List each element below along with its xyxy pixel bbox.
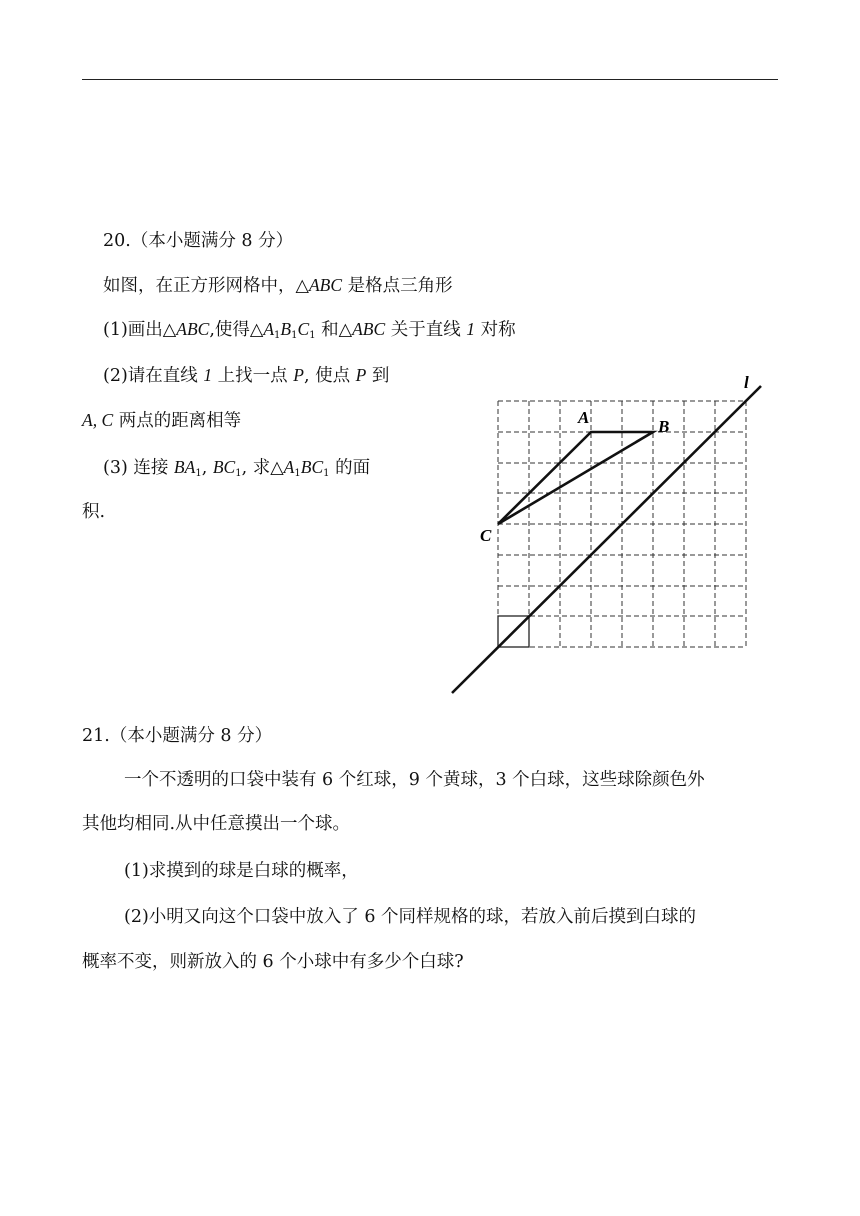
q21-part2-line1: (2)小明又向这个口袋中放入了 6 个同样规格的球，若放入前后摸到白球的 (124, 907, 697, 927)
q21-heading: 21.（本小题满分 8 分） (82, 726, 273, 746)
q21-paragraph-line2: 其他均相同.从中任意摸出一个球。 (82, 814, 351, 834)
label-l: l (744, 373, 749, 392)
label-b: B (658, 417, 670, 436)
q21-paragraph-line1: 一个不透明的口袋中装有 6 个红球，9 个黄球，3 个白球，这些球除颜色外 (124, 770, 705, 790)
q20-part2-line1: (2)请在直线 1 上找一点 P, 使点 P 到 (103, 365, 390, 386)
q20-part3-line2: 积. (82, 502, 106, 522)
label-c: C (480, 526, 492, 545)
q20-part2-line2: A, C 两点的距离相等 (82, 410, 242, 431)
q20-part1: (1)画出△ABC,使得$\triangle A_1B_1C_1$ 和△ABC 关于直线 1 对称 (103, 319, 516, 341)
q20-part3-line1: (3) 连接 $BA_1$, $BC_1$, 求$\triangle A_1BC_1$ 的面 (103, 457, 371, 479)
q21-part2-line2: 概率不变，则新放入的 6 个小球中有多少个白球? (82, 952, 464, 972)
q20-intro: 如图，在正方形网格中，△ABC 是格点三角形 (103, 275, 453, 296)
triangle-abc (498, 432, 653, 524)
label-a: A (578, 408, 590, 427)
q21-part1: (1)求摸到的球是白球的概率， (124, 861, 359, 881)
q20-heading: 20.（本小题满分 8 分） (103, 231, 294, 251)
